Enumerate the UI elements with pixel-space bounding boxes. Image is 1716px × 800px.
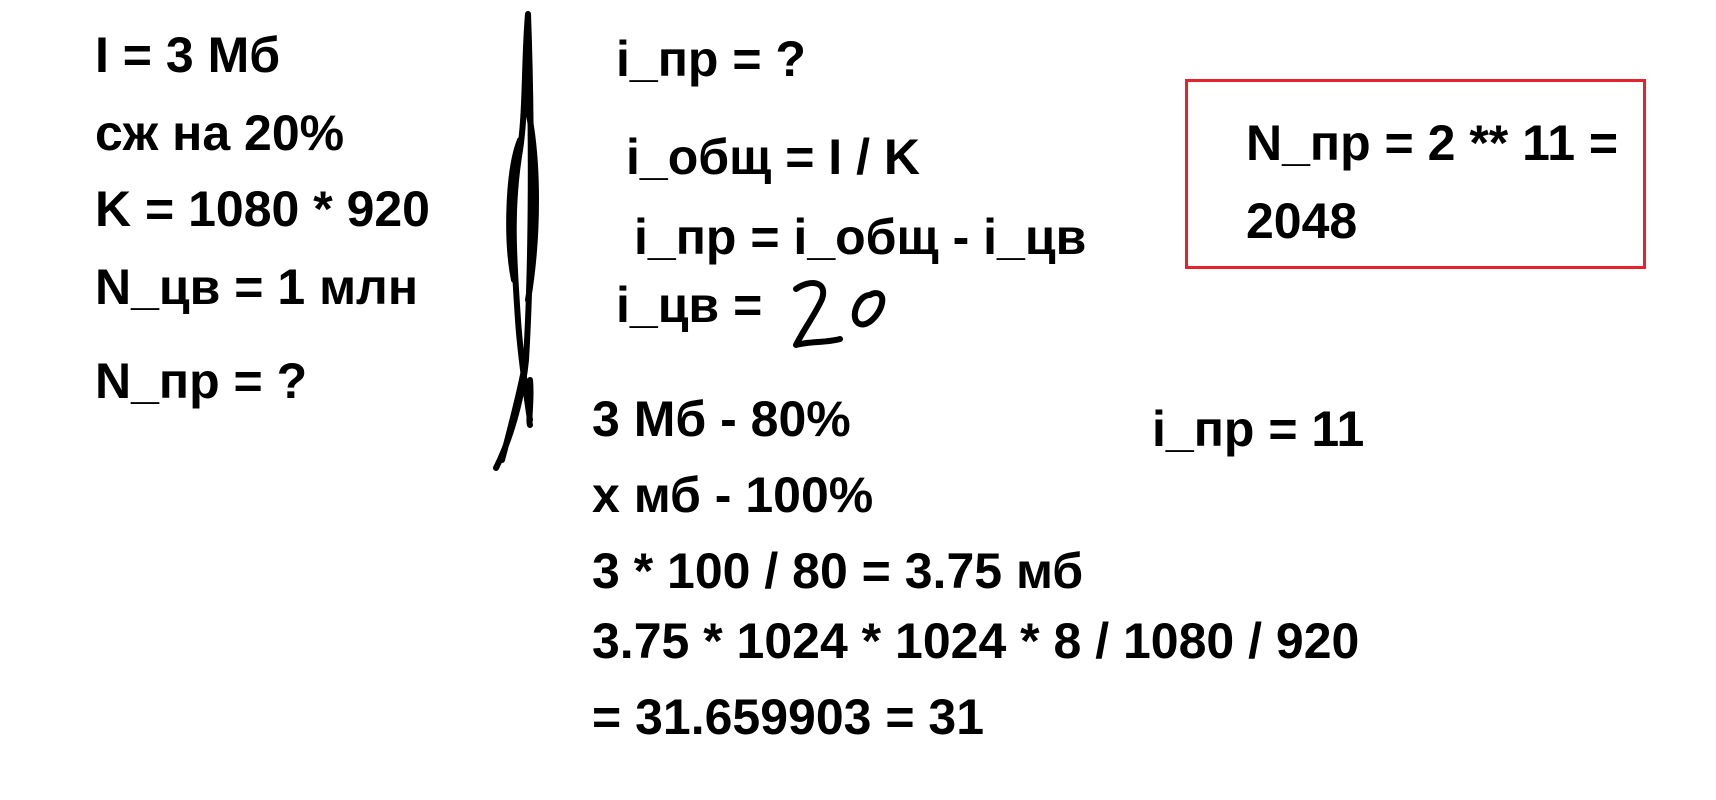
given-unknown: N_пр = ?	[95, 353, 308, 409]
formula-difference: i_пр = i_общ - i_цв	[634, 209, 1087, 265]
i-pr-result: i_пр = 11	[1152, 401, 1365, 457]
calc-result: = 31.659903 = 31	[592, 689, 985, 745]
handwritten-color-bits-value	[788, 275, 898, 355]
color-bits-label: i_цв =	[616, 277, 763, 333]
given-color-count: N_цв = 1 млн	[95, 259, 419, 315]
given-intensity: I = 3 Мб	[95, 27, 281, 83]
proportion-line-2: x мб - 100%	[592, 467, 874, 523]
given-compression: сж на 20%	[95, 105, 345, 161]
answer-formula: N_пр = 2 ** 11 =	[1246, 115, 1619, 171]
handdrawn-separator	[480, 0, 550, 480]
answer-value: 2048	[1246, 193, 1358, 249]
calc-size: 3 * 100 / 80 = 3.75 мб	[592, 543, 1084, 599]
given-resolution: K = 1080 * 920	[95, 181, 430, 237]
formula-total-bits: i_общ = I / K	[626, 129, 920, 185]
find-unknown: i_пр = ?	[616, 31, 806, 87]
proportion-line-1: 3 Мб - 80%	[592, 391, 851, 447]
calc-bits-per-pixel: 3.75 * 1024 * 1024 * 8 / 1080 / 920	[592, 613, 1360, 669]
